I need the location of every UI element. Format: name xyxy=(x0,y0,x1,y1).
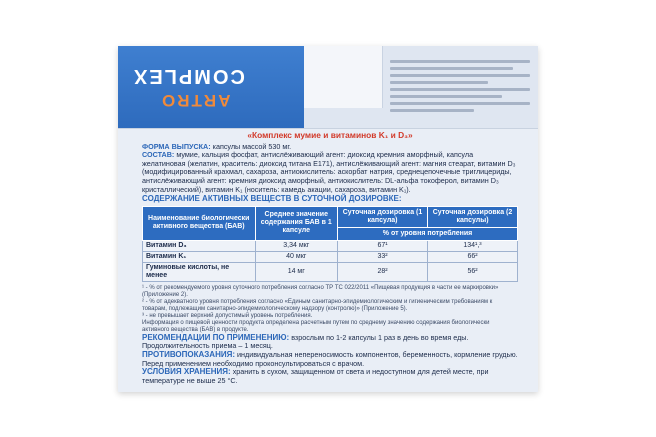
cell-dose1: 28² xyxy=(338,262,428,281)
contra-text: индивидуальная непереносимость компонентов, беременность, кормление грудью. Перед применением необходимо проконсультироваться с врачом. xyxy=(142,349,518,368)
cell-dose2: 134¹,³ xyxy=(428,240,518,251)
col-header-dose2: Суточная дозировка (2 капсулы) xyxy=(428,206,518,227)
footnote: Информация о пищевой ценности продукта определена расчетным путем по среднему значению содержания биологически активного вещества (БАВ) в продукте. xyxy=(142,319,490,333)
cell-avg: 40 мкг xyxy=(255,251,338,262)
usage-text: взрослым по 1-2 капсулы 1 раз в день во время еды. xyxy=(291,332,469,342)
composition-label: СОСТАВ: xyxy=(142,150,175,160)
footnote: ³ - не превышает верхний допустимый уровень потребления. xyxy=(142,312,313,319)
label-text-panel xyxy=(142,131,518,385)
duration-line: Продолжительность приема – 1 месяц. xyxy=(142,341,273,351)
brand-subname-upside-down: ARTRO xyxy=(160,91,231,110)
cell-name: Витамин D₃ xyxy=(143,240,256,251)
table-row xyxy=(143,240,518,251)
brand-band xyxy=(118,46,304,128)
usage-label: РЕКОМЕНДАЦИИ ПО ПРИМЕНЕНИЮ: xyxy=(142,332,290,342)
col-header-name: Наименование биологически активного вещества (БАВ) xyxy=(143,206,256,240)
contra-line xyxy=(142,351,518,368)
contra-label: ПРОТИВОПОКАЗАНИЯ: xyxy=(142,349,236,359)
table-row xyxy=(143,251,518,262)
box-top-flap xyxy=(118,46,538,129)
cell-name: Витамин K₁ xyxy=(143,251,256,262)
active-substances-table xyxy=(142,206,518,282)
footnote: ¹ - % от рекомендуемого уровня суточного потребления согласно ТР ТС 022/2011 «Пищевая продукция в части ее маркировки» (Приложение 2). xyxy=(142,284,499,298)
cell-dose1: 67¹ xyxy=(338,240,428,251)
cell-dose2: 56² xyxy=(428,262,518,281)
cell-avg: 14 мг xyxy=(255,262,338,281)
storage-text: хранить в сухом, защищенном от света и недоступном для детей месте, при температуре не выше 25 °С. xyxy=(142,367,489,385)
cell-name: Гуминовые кислоты, не менее xyxy=(143,262,256,281)
storage-label: УСЛОВИЯ ХРАНЕНИЯ: xyxy=(142,367,231,377)
brand-name-upside-down: COMPLEX xyxy=(132,65,245,87)
footnote: ² - % от адекватного уровня потребления согласно «Единым санитарно-эпидемиологическим и гигиеническим требованиям к товарам, подлежащим санитарно-эпидемиологическому надзору (контролю)» (Приложение 5). xyxy=(142,298,493,312)
composition-line xyxy=(142,151,518,194)
cell-dose2: 66² xyxy=(428,251,518,262)
col-header-avg: Среднее значение содержания БАВ в 1 капсуле xyxy=(255,206,338,240)
cell-avg: 3,34 мкг xyxy=(255,240,338,251)
cell-dose1: 33² xyxy=(338,251,428,262)
form-text: капсулы массой 530 мг. xyxy=(212,141,292,151)
form-label: ФОРМА ВЫПУСКА: xyxy=(142,141,211,151)
storage-line xyxy=(142,368,518,385)
flap-inner-card xyxy=(304,46,383,108)
col-subheader: % от уровня потребления xyxy=(338,227,518,240)
composition-text: мумие, кальция фосфат, антислёживающий агент: диоксид кремния аморфный, капсула желатиновая (желатин, краситель: диоксид титана E171), антислёживающий агент: магния стеарат, витамин D₃ (модифицированный крахмал, сахароза, антиокислитель: аскорбат натрия, среднецепочечные триглицериды, антислёживающий агент: кремния диоксид аморфный, антиокислитель: DL-альфа токоферол, витамин D₃ кристаллический), витамин K₁ (носитель: камедь акации, сахароза, витамин K₁). xyxy=(142,150,516,194)
product-title: «Комплекс мумие и витаминов K₁ и D₃» xyxy=(247,130,413,140)
col-header-dose1: Суточная дозировка (1 капсула) xyxy=(338,206,428,227)
table-heading: СОДЕРЖАНИЕ АКТИВНЫХ ВЕЩЕСТВ В СУТОЧНОЙ ДОЗИРОВКЕ: xyxy=(142,194,402,204)
flap-fine-print xyxy=(390,56,530,116)
table-row xyxy=(143,262,518,281)
